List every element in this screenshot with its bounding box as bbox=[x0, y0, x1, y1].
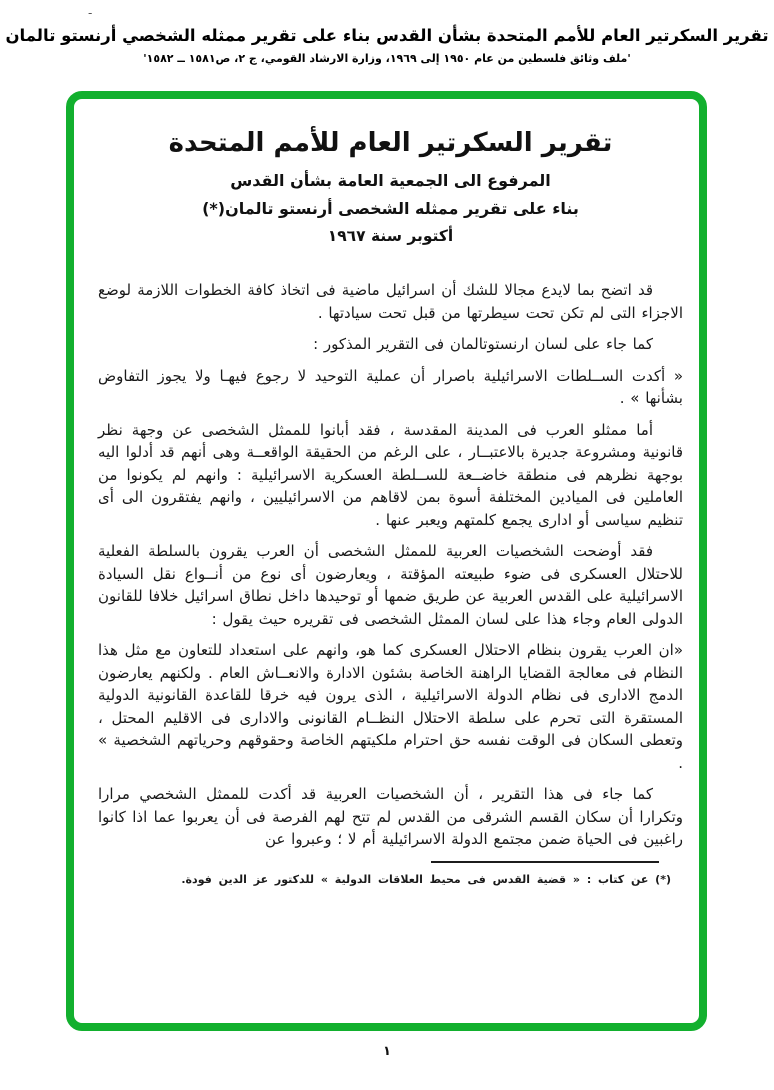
paragraph-7: كما جاء فى هذا التقرير ، أن الشخصيات العربية قد أكدت للممثل الشخصي مرارا وتكرارا أن سكان القسم الشرقى من القدس لم تتح لهم الفرصة فى أن يعربوا عما اذا كانوا راغبين فى الحياة ضمن مجتمع الدولة الاسرائيلية أم لا ؛ وعبروا عن bbox=[98, 785, 683, 848]
body-text bbox=[98, 279, 683, 851]
footnote-divider bbox=[431, 861, 659, 863]
scan-artifact-dash: - bbox=[88, 6, 93, 20]
document-date: أكتوبر سنة ١٩٦٧ bbox=[327, 227, 454, 245]
paragraph-6-quote: «ان العرب يقرون بنظام الاحتلال العسكرى كما هو، وانهم على استعداد للتعاون مع مثل هذا النظام فى معالجة القضايا الراهنة الخاصة بشئون الادارة والانعــاش العام . ولكنهم يعارضون الدمج الادارى فى نظام الدولة الاسرائيلية ، الذى يرون فيه خرقا للقاعدة القانونية الدولية المستقرة التى تحرم على سلطة الاحتلال النظــام القانونى والادارى فى الاقليم المحتل ، وتعطى السكان فى الوقت نفسه حق احترام ملكيتهم الخاصة وحقوقهم وحرياتهم الشخصية » . bbox=[98, 641, 683, 772]
document-body bbox=[74, 99, 699, 1023]
paragraph-3-quote: « أكدت الســلطات الاسرائيلية باصرار أن عملية التوحيد لا رجوع فيهـا ولا يجوز التفاوض بشأنها » . bbox=[98, 366, 683, 407]
footnote-text: (*) عن كتاب : « قضية القدس فى محيط العلاقات الدولية » للدكتور عز الدين فودة. bbox=[181, 872, 671, 886]
header-source-citation: 'ملف وثائق فلسطين من عام ١٩٥٠ إلى ١٩٦٩، وزارة الارشاد القومي، ج ٢، ص١٥٨١ ــ ١٥٨٢' bbox=[143, 52, 631, 65]
paragraph-5: فقد أوضحت الشخصيات العربية للممثل الشخصى أن العرب يقرون بالسلطة الفعلية للاحتلال العسكرى فى ضوء طبيعته المؤقتة ، ويعارضون أى نوع من أنــواع نقل السيادة الاسرائيلية على القدس العربية عن طريق ضمها أو توحيدها داخل نطاق اسرائيل خلافا للقانون الدولى العام وجاء هذا على لسان الممثل الشخصى فى تقريره حيث يقول : bbox=[98, 542, 683, 628]
header-title: تقرير السكرتير العام للأمم المتحدة بشأن القدس بناء على تقرير ممثله الشخصي أرنستو تالمان bbox=[5, 26, 769, 45]
page-header bbox=[0, 26, 774, 65]
paragraph-4: أما ممثلو العرب فى المدينة المقدسة ، فقد أبانوا للممثل الشخصى عن وجهة نظر قانونية ومشروعة جديرة بالاعتبــار ، على الرغم من الحقيقة الواقعــة وهى أنهم قد أدلوا اليه بوجهة نظرهم فى منطقة خاضــعة للســلطة العسكرية الاسرائيلية : وانهم لم يكونوا من العاملين فى الميادين المختلفة أسوة بمن لاقاهم من الاسرائيليين ، وانهم يفتقرون الى أى تنظيم سياسى أو ادارى يجمع كلمتهم ويعبر عنها . bbox=[98, 420, 683, 529]
document-title: تقرير السكرتير العام للأمم المتحدة bbox=[168, 128, 613, 158]
paragraph-1: قد اتضح بما لايدع مجالا للشك أن اسرائيل ماضية فى اتخاذ كافة الخطوات اللازمة لوضع الاجزاء التى لم تكن تحت سيطرتها من قبل تحت سيادتها . bbox=[98, 281, 683, 322]
page-number: ١ bbox=[383, 1044, 391, 1059]
document-subtitle-1: المرفوع الى الجمعية العامة بشأن القدس bbox=[230, 171, 551, 190]
paragraph-2: كما جاء على لسان ارنستوتالمان فى التقرير المذكور : bbox=[313, 335, 653, 353]
document-subtitle-2: بناء على تقرير ممثله الشخصى أرنستو تالمان(*) bbox=[202, 199, 579, 218]
green-frame bbox=[66, 91, 707, 1031]
